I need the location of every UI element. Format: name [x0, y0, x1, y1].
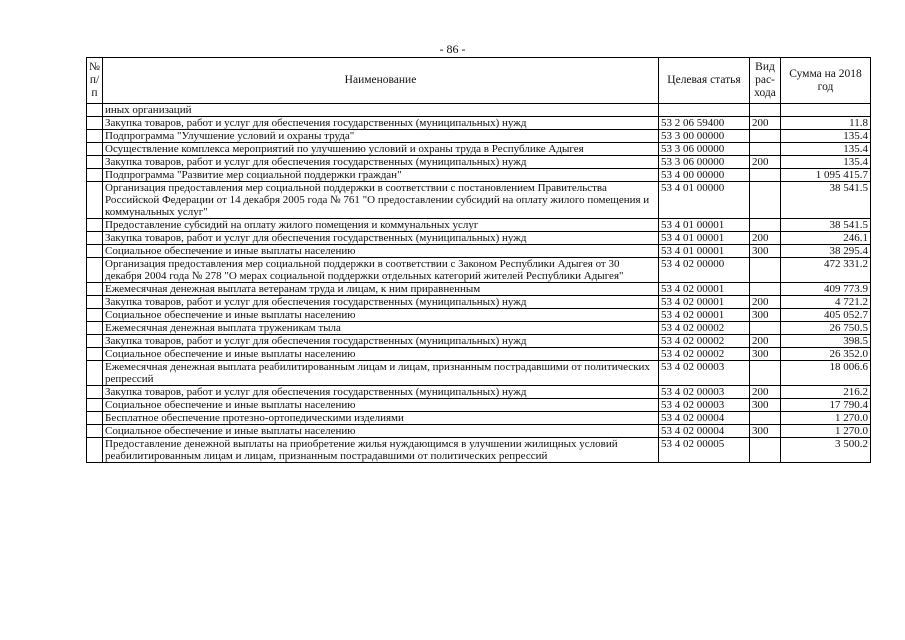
table-row	[87, 296, 871, 309]
row-name-cell: Организация предоставления мер социальной поддержки в соответствии с постановлением Правительства Российской Федерации от 14 декабря 2005 года № 761 "О предоставлении субсидий на оплату жилого помещения и коммунальных услуг"	[103, 182, 659, 219]
table-row	[87, 117, 871, 130]
row-sum-cell: 1 270.0	[781, 412, 871, 425]
row-sum-cell: 1 270.0	[781, 425, 871, 438]
row-expense-kind-cell: 200	[750, 156, 781, 169]
row-expense-kind-cell: 200	[750, 386, 781, 399]
table-body	[87, 104, 871, 463]
row-target-article-cell: 53 4 02 00005	[659, 438, 750, 463]
row-expense-kind-cell	[750, 143, 781, 156]
row-number-cell	[87, 143, 103, 156]
row-target-article-cell: 53 4 02 00004	[659, 412, 750, 425]
row-target-article-cell: 53 3 00 00000	[659, 130, 750, 143]
row-number-cell	[87, 232, 103, 245]
header-number: № п/п	[87, 58, 103, 104]
row-number-cell	[87, 296, 103, 309]
row-sum-cell: 26 352.0	[781, 348, 871, 361]
row-expense-kind-cell	[750, 219, 781, 232]
row-sum-cell: 135.4	[781, 143, 871, 156]
row-number-cell	[87, 130, 103, 143]
row-name-cell: Закупка товаров, работ и услуг для обеспечения государственных (муниципальных) нужд	[103, 232, 659, 245]
row-name-cell: Организация предоставления мер социальной поддержки в соответствии с Законом Республики Адыгея от 30 декабря 2004 года № 278 "О мерах социальной поддержки отдельных категорий жителей Республики Адыгея"	[103, 258, 659, 283]
row-expense-kind-cell	[750, 361, 781, 386]
row-name-cell: Закупка товаров, работ и услуг для обеспечения государственных (муниципальных) нужд	[103, 335, 659, 348]
row-target-article-cell: 53 4 02 00003	[659, 361, 750, 386]
row-number-cell	[87, 169, 103, 182]
row-sum-cell: 246.1	[781, 232, 871, 245]
budget-table	[86, 57, 871, 463]
row-target-article-cell: 53 3 06 00000	[659, 156, 750, 169]
row-expense-kind-cell	[750, 283, 781, 296]
row-name-cell: Социальное обеспечение и иные выплаты населению	[103, 309, 659, 322]
row-name-cell: Предоставление денежной выплаты на приобретение жилья нуждающимся в улучшении жилищных условий реабилитированным лицам и лицам, признанным пострадавшими от политических репрессий	[103, 438, 659, 463]
row-number-cell	[87, 258, 103, 283]
table-row	[87, 322, 871, 335]
row-number-cell	[87, 219, 103, 232]
row-expense-kind-cell	[750, 258, 781, 283]
row-sum-cell: 398.5	[781, 335, 871, 348]
row-target-article-cell: 53 4 02 00003	[659, 386, 750, 399]
row-expense-kind-cell: 200	[750, 117, 781, 130]
row-number-cell	[87, 399, 103, 412]
row-target-article-cell: 53 4 02 00000	[659, 258, 750, 283]
row-sum-cell: 135.4	[781, 130, 871, 143]
table-row	[87, 245, 871, 258]
row-expense-kind-cell: 200	[750, 296, 781, 309]
row-name-cell: Закупка товаров, работ и услуг для обеспечения государственных (муниципальных) нужд	[103, 296, 659, 309]
row-number-cell	[87, 117, 103, 130]
row-target-article-cell	[659, 104, 750, 117]
row-target-article-cell: 53 4 02 00002	[659, 335, 750, 348]
row-expense-kind-cell: 300	[750, 425, 781, 438]
header-expense-kind: Вид рас-хода	[750, 58, 781, 104]
row-name-cell: Закупка товаров, работ и услуг для обеспечения государственных (муниципальных) нужд	[103, 117, 659, 130]
row-target-article-cell: 53 4 02 00002	[659, 348, 750, 361]
row-number-cell	[87, 386, 103, 399]
table-row	[87, 219, 871, 232]
row-name-cell: Ежемесячная денежная выплата реабилитированным лицам и лицам, признанным пострадавшими от политических репрессий	[103, 361, 659, 386]
row-number-cell	[87, 412, 103, 425]
row-sum-cell: 3 500.2	[781, 438, 871, 463]
header-sum-2018: Сумма на 2018 год	[781, 58, 871, 104]
row-expense-kind-cell: 200	[750, 232, 781, 245]
row-name-cell: Подпрограмма "Развитие мер социальной поддержки граждан"	[103, 169, 659, 182]
row-number-cell	[87, 245, 103, 258]
row-name-cell: Ежемесячная денежная выплата труженикам тыла	[103, 322, 659, 335]
row-sum-cell: 38 541.5	[781, 182, 871, 219]
row-target-article-cell: 53 4 02 00002	[659, 322, 750, 335]
row-number-cell	[87, 104, 103, 117]
row-expense-kind-cell	[750, 104, 781, 117]
row-target-article-cell: 53 4 02 00001	[659, 296, 750, 309]
row-name-cell: Осуществление комплекса мероприятий по улучшению условий и охраны труда в Республике Адыгея	[103, 143, 659, 156]
row-target-article-cell: 53 4 02 00001	[659, 283, 750, 296]
row-sum-cell: 18 006.6	[781, 361, 871, 386]
row-number-cell	[87, 425, 103, 438]
table-row	[87, 309, 871, 322]
row-target-article-cell: 53 3 06 00000	[659, 143, 750, 156]
row-sum-cell: 472 331.2	[781, 258, 871, 283]
row-number-cell	[87, 348, 103, 361]
row-name-cell: Закупка товаров, работ и услуг для обеспечения государственных (муниципальных) нужд	[103, 156, 659, 169]
table-row	[87, 258, 871, 283]
row-expense-kind-cell: 300	[750, 309, 781, 322]
row-expense-kind-cell	[750, 322, 781, 335]
row-name-cell: иных организаций	[103, 104, 659, 117]
row-target-article-cell: 53 2 06 59400	[659, 117, 750, 130]
row-name-cell: Социальное обеспечение и иные выплаты населению	[103, 245, 659, 258]
table-row	[87, 425, 871, 438]
row-sum-cell: 409 773.9	[781, 283, 871, 296]
row-sum-cell: 11.8	[781, 117, 871, 130]
row-sum-cell: 216.2	[781, 386, 871, 399]
table-row	[87, 283, 871, 296]
row-sum-cell: 135.4	[781, 156, 871, 169]
row-number-cell	[87, 322, 103, 335]
table-row	[87, 386, 871, 399]
row-number-cell	[87, 283, 103, 296]
row-number-cell	[87, 361, 103, 386]
row-expense-kind-cell	[750, 438, 781, 463]
row-sum-cell: 405 052.7	[781, 309, 871, 322]
row-number-cell	[87, 309, 103, 322]
table-row	[87, 232, 871, 245]
row-expense-kind-cell	[750, 130, 781, 143]
row-name-cell: Социальное обеспечение и иные выплаты населению	[103, 425, 659, 438]
row-name-cell: Социальное обеспечение и иные выплаты населению	[103, 348, 659, 361]
row-target-article-cell: 53 4 02 00001	[659, 309, 750, 322]
row-expense-kind-cell	[750, 412, 781, 425]
table-row	[87, 156, 871, 169]
table-header	[87, 58, 871, 104]
row-name-cell: Предоставление субсидий на оплату жилого помещения и коммунальных услуг	[103, 219, 659, 232]
header-target-article: Целевая статья	[659, 58, 750, 104]
row-name-cell: Бесплатное обеспечение протезно-ортопедическими изделиями	[103, 412, 659, 425]
row-name-cell: Социальное обеспечение и иные выплаты населению	[103, 399, 659, 412]
row-sum-cell: 17 790.4	[781, 399, 871, 412]
row-expense-kind-cell: 300	[750, 245, 781, 258]
table-row	[87, 438, 871, 463]
row-name-cell: Закупка товаров, работ и услуг для обеспечения государственных (муниципальных) нужд	[103, 386, 659, 399]
row-target-article-cell: 53 4 00 00000	[659, 169, 750, 182]
table-row	[87, 169, 871, 182]
header-name: Наименование	[103, 58, 659, 104]
row-sum-cell: 4 721.2	[781, 296, 871, 309]
row-expense-kind-cell: 300	[750, 348, 781, 361]
table-row	[87, 361, 871, 386]
row-target-article-cell: 53 4 01 00001	[659, 245, 750, 258]
row-expense-kind-cell: 300	[750, 399, 781, 412]
row-number-cell	[87, 438, 103, 463]
page-number: - 86 -	[439, 42, 466, 56]
row-expense-kind-cell	[750, 182, 781, 219]
row-expense-kind-cell: 200	[750, 335, 781, 348]
row-target-article-cell: 53 4 01 00001	[659, 232, 750, 245]
table-row	[87, 348, 871, 361]
table-row	[87, 143, 871, 156]
row-name-cell: Ежемесячная денежная выплата ветеранам труда и лицам, к ним приравненным	[103, 283, 659, 296]
row-sum-cell: 26 750.5	[781, 322, 871, 335]
row-number-cell	[87, 156, 103, 169]
table-row	[87, 412, 871, 425]
row-sum-cell: 38 295.4	[781, 245, 871, 258]
row-target-article-cell: 53 4 01 00001	[659, 219, 750, 232]
row-number-cell	[87, 182, 103, 219]
row-sum-cell: 38 541.5	[781, 219, 871, 232]
row-number-cell	[87, 335, 103, 348]
row-sum-cell	[781, 104, 871, 117]
row-target-article-cell: 53 4 02 00004	[659, 425, 750, 438]
row-sum-cell: 1 095 415.7	[781, 169, 871, 182]
row-target-article-cell: 53 4 01 00000	[659, 182, 750, 219]
table-row	[87, 182, 871, 219]
table-row	[87, 399, 871, 412]
table-row	[87, 335, 871, 348]
row-target-article-cell: 53 4 02 00003	[659, 399, 750, 412]
table-row	[87, 104, 871, 117]
row-expense-kind-cell	[750, 169, 781, 182]
table-row	[87, 130, 871, 143]
row-name-cell: Подпрограмма "Улучшение условий и охраны труда"	[103, 130, 659, 143]
